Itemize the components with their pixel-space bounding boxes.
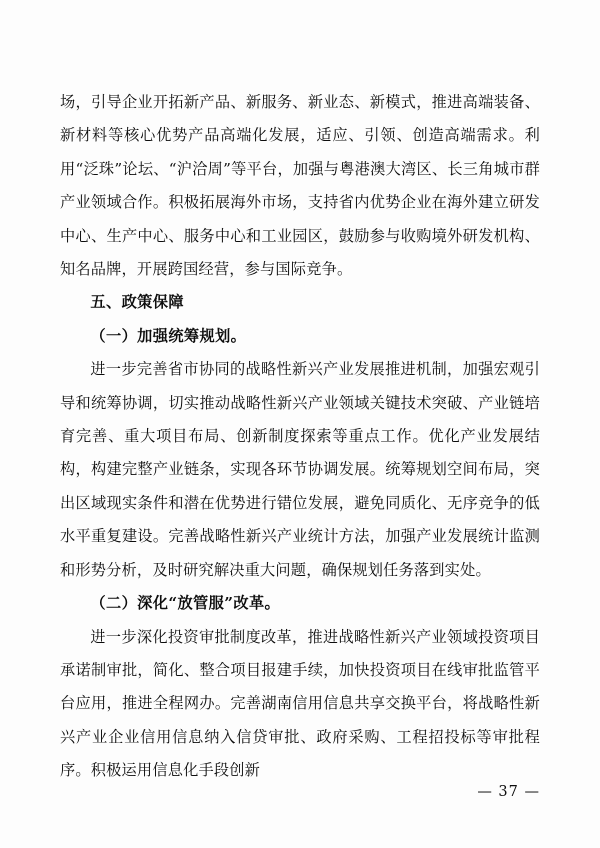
paragraph-continuation: 场，引导企业开拓新产品、新服务、新业态、新模式，推进高端装备、新材料等核心优势产品高端化发展，适应、引领、创造高端需求。利用“泛珠”论坛、“沪洽周”等平台，加强与粤港澳大湾区、长三角城市群产业领域合作。积极拓展海外市场，支持省内优势企业在海外建立研发中心、生产中心、服务中心和工业园区，鼓励参与收购境外研发机构、知名品牌，开展跨国经营，参与国际竞争。 <box>60 93 540 279</box>
page-body <box>60 86 540 788</box>
paragraph-2: 进一步深化投资审批制度改革，推进战略性新兴产业领域投资项目承诺制审批，简化、整合项目报建手续，加快投资项目在线审批监管平台应用，推进全程网办。完善湖南信用信息共享交换平台，将战略性新兴产业企业信用信息纳入信贷审批、政府采购、工程招投标等审批程序。积极运用信息化手段创新 <box>60 627 540 780</box>
section-heading: 五、政策保障 <box>90 293 184 312</box>
page-number: — 37 — <box>477 784 540 800</box>
subsection-heading-1: （一）加强统筹规划。 <box>90 326 247 345</box>
paragraph-1: 进一步完善省市协同的战略性新兴产业发展推进机制，加强宏观引导和统筹协调，切实推动战略性新兴产业领域关键技术突破、产业链培育完善、重大项目布局、创新制度探索等重点工作。优化产业发展结构，构建完整产业链条，实现各环节协调发展。统筹规划空间布局，突出区域现实条件和潜在优势进行错位发展，避免同质化、无序竞争的低水平重复建设。完善战略性新兴产业统计方法，加强产业发展统计监测和形势分析，及时研究解决重大问题，确保规划任务落到实处。 <box>60 360 540 579</box>
subsection-heading-2: （二）深化“放管服”改革。 <box>90 594 281 613</box>
